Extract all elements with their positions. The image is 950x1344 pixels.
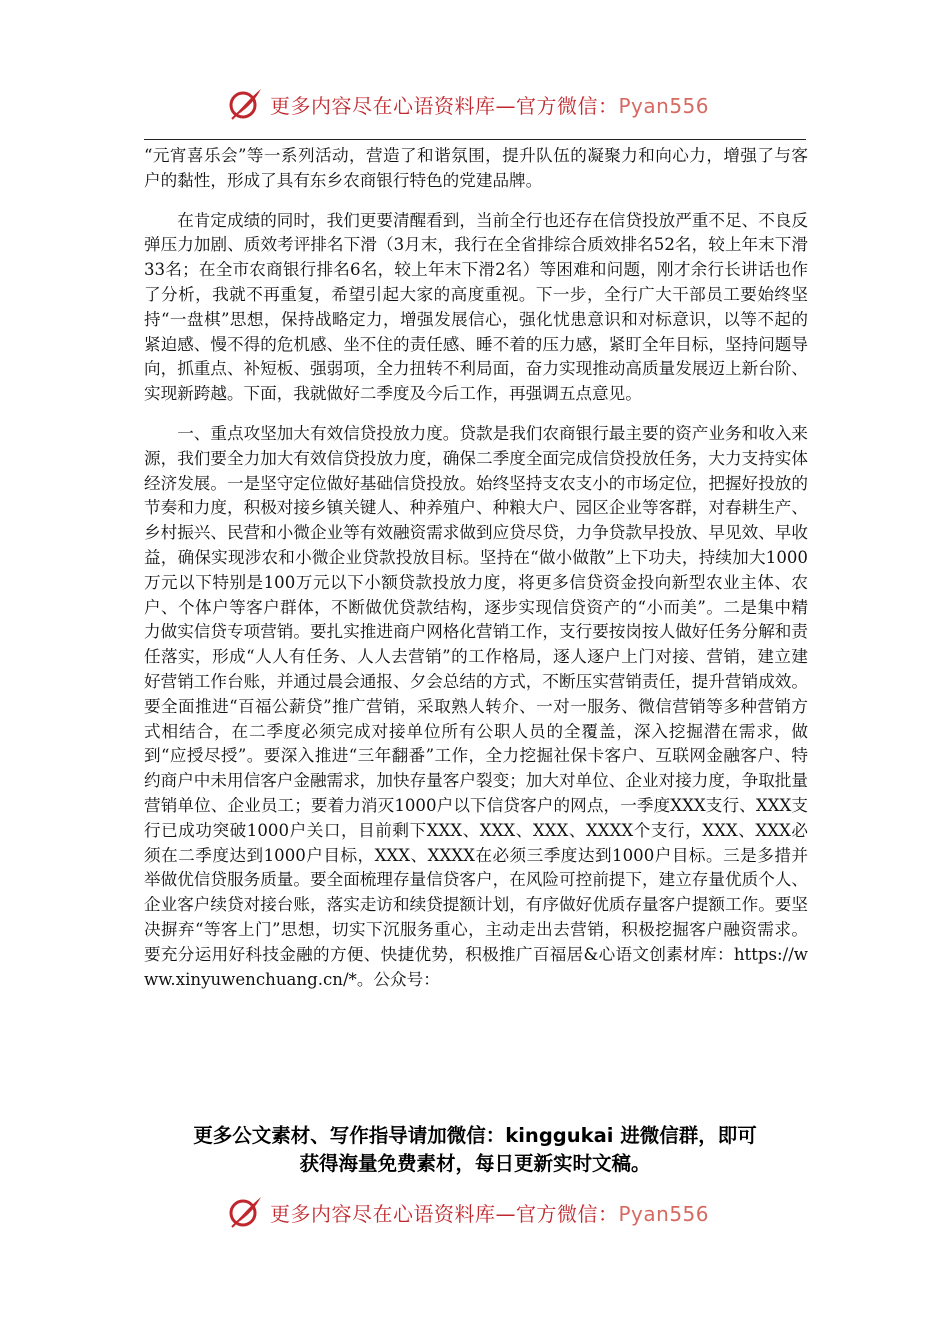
paragraph-1: “元宵喜乐会”等一系列活动，营造了和谐氛围，提升队伍的凝聚力和向心力，增强了与客户的黏性，形成了具有东乡农商银行特色的党建品牌。 xyxy=(144,146,808,190)
paragraph-3: 一、重点攻坚加大有效信贷投放力度。贷款是我们农商银行最主要的资产业务和收入来源，我们要全力加大有效信贷投放力度，确保二季度全面完成信贷投放任务，大力支持实体经济发展。一是坚守定位做好基础信贷投放。始终坚持支农支小的市场定位，把握好投放的节奏和力度，积极对接乡镇关键人、种养殖户、种粮大户、园区企业等客群，对春耕生产、乡村振兴、民营和小微企业等有效融资需求做到应贷尽贷，力争贷款早投放、早见效、早收益，确保实现涉农和小微企业贷款投放目标。坚持在“做小做散”上下功夫，持续加大1000万元以下特别是100万元以下小额贷款投放力度，将更多信贷资金投向新型农业主体、农户、个体户等客户群体，不断做优贷款结构，逐步实现信贷资产的“小而美”。二是集中精力做实信贷专项营销。要扎实推进商户网格化营销工作，支行要按岗按人做好任务分解和责任落实，形成“人人有任务、人人去营销”的工作格局，逐人逐户上门对接、营销，建立建好营销工作台账，并通过晨会通报、夕会总结的方式，不断压实营销责任，提升营销成效。要全面推进“百福公薪贷”推广营销，采取熟人转介、一对一服务、微信营销等多种营销方式相结合，在二季度必须完成对接单位所有公职人员的全覆盖，深入挖掘潜在需求，做到“应授尽授”。要深入推进“三年翻番”工作，全力挖掘社保卡客户、互联网金融客户、特约商户中未用信客户金融需求，加快存量客户裂变；加大对单位、企业对接力度，争取批量营销单位、企业员工；要着力消灭1000户以下信贷客户的网点，一季度XXX支行、XXX支行已成功突破1000户关口，目前剩下XXX、XXX、XXX、XXXX个支行，XXX、XXX必须在二季度达到1000户目标，XXX、XXXX在必须三季度达到1000户目标。三是多措并举做优信贷服务质量。要全面梳理存量信贷客户，在风险可控前提下，建立存量优质个人、企业客户续贷对接台账，落实走访和续贷提额计划，有序做好优质存量客户提额工作。要坚决摒弃“等客上门”思想，切实下沉服务重心，主动走出去营销，积极挖掘客户融资需求。要充分运用好科技金融的方便、快捷优势，积极推广百福居&心语文创素材库：https://www.xinyuwenchuang.cn/*。公众号： xyxy=(144,423,808,989)
header-divider xyxy=(144,139,806,140)
quill-logo-icon xyxy=(228,1194,264,1230)
header-banner-text: 更多内容尽在心语资料库—官方微信：Pyan556 xyxy=(270,93,710,118)
quill-logo-icon xyxy=(228,86,264,122)
header-banner xyxy=(228,84,709,124)
paragraph-2: 在肯定成绩的同时，我们更要清醒看到，当前全行也还存在信贷投放严重不足、不良反弹压力加剧、质效考评排名下滑（3月末，我行在全省排综合质效排名52名，较上年末下滑33名；在全市农商银行排名6名，较上年末下滑2名）等困难和问题，刚才余行长讲话也作了分析，我就不再重复，希望引起大家的高度重视。下一步，全行广大干部员工要始终坚持“一盘棋”思想，保持战略定力，增强发展信心，强化忧患意识和对标意识，以等不起的紧迫感、慢不得的危机感、坐不住的责任感、睡不着的压力感，紧盯全年目标，坚持问题导向，抓重点、补短板、强弱项，全力扭转不利局面，奋力实现推动高质量发展迈上新台阶、实现新跨越。下面，我就做好二季度及今后工作，再强调五点意见。 xyxy=(144,210,808,404)
promo-notice xyxy=(130,1122,820,1178)
footer-banner xyxy=(228,1192,709,1232)
promo-line-2: 获得海量免费素材，每日更新实时文稿。 xyxy=(299,1152,651,1175)
promo-line-1: 更多公文素材、写作指导请加微信：kinggukai 进微信群，即可 xyxy=(193,1124,757,1147)
document-body xyxy=(144,144,808,992)
footer-banner-text: 更多内容尽在心语资料库—官方微信：Pyan556 xyxy=(270,1201,710,1226)
